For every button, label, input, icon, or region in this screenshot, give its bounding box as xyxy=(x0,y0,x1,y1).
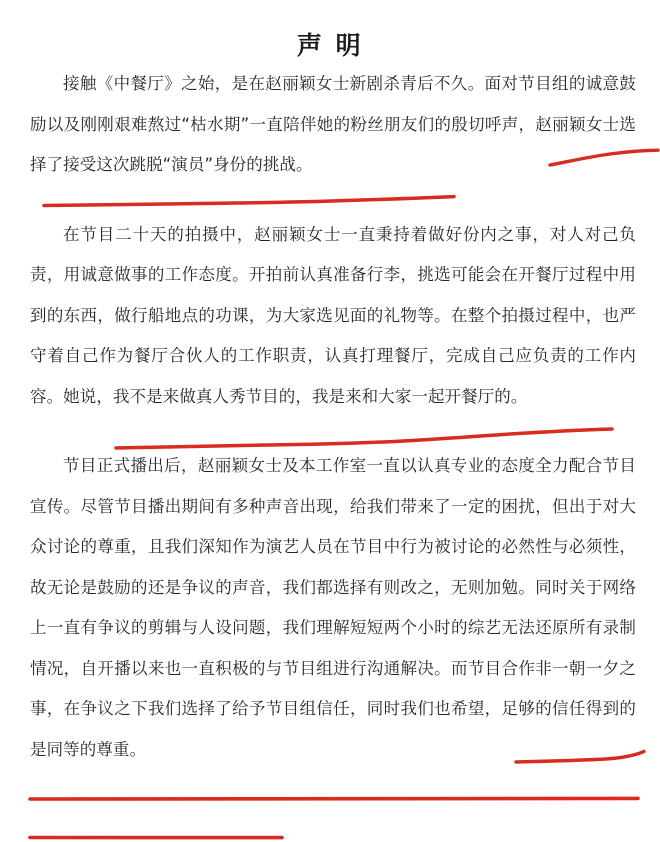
underline-stroke-6 xyxy=(28,831,284,842)
underline-annotation-6 xyxy=(28,831,284,842)
paragraph-1: 接触《中餐厅》之始，是在赵丽颖女士新剧杀青后不久。面对节目组的诚意鼓励以及刚刚艰难熬过“枯水期”一直陪伴她的粉丝朋友们的殷切呼声，赵丽颖女士选择了接受这次跳脱“演员”身份的挑战。 xyxy=(30,74,636,174)
underline-annotation-5 xyxy=(28,792,640,806)
underline-stroke-5 xyxy=(28,792,640,806)
paragraph-2: 在节目二十天的拍摄中，赵丽颖女士一直秉持着做好份内之事，对人对己负责，用诚意做事的工作态度。开拍前认真准备行李，挑选可能会在开餐厅过程中用到的东西，做行船地点的功课，为大家选见面的礼物等。在整个拍摄过程中，也严守着自己作为餐厅合伙人的工作职责，认真打理餐厅，完成自己应负责的工作内容。她说，我不是来做真人秀节目的，我是来和大家一起开餐厅的。 xyxy=(30,224,636,406)
paragraph-3: 节目正式播出后，赵丽颖女士及本工作室一直以认真专业的态度全力配合节目宣传。尽管节目播出期间有多种声音出现，给我们带来了一定的困扰，但出于对大众讨论的尊重，且我们深知作为演艺人员在节目中行为被讨论的必然性与必须性，故无论是鼓励的还是争议的声音，我们都选择有则改之，无则加勉。同时关于网络上一直有争议的剪辑与人设问题，我们理解短短两个小时的综艺无法还原所有录制情况，自开播以来也一直积极的与节目组进行沟通解决。而节目合作非一朝一夕之事，在争议之下我们选择了给予节目组信任，同时我们也希望，足够的信任得到的是同等的尊重。 xyxy=(30,456,636,759)
page-title: 声 明 xyxy=(296,31,364,60)
document-body xyxy=(30,64,636,770)
